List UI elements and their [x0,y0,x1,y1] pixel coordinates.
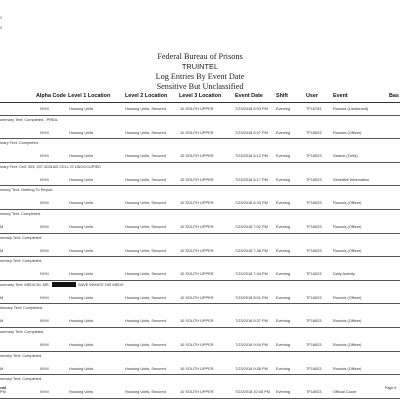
summary-text [0,187,53,192]
user-cell: TF18923 [306,153,322,159]
summary-text [0,117,58,122]
row-lead: M [0,247,4,253]
event-cell: Official Count [333,389,357,395]
row-divider [0,327,400,328]
column-header-alpha-code: Alpha Code [36,93,66,99]
event-cell: Search (Cells) [333,153,358,159]
level-1-cell: Housing Units [69,153,94,159]
summary-text [0,164,101,169]
table-row [0,386,400,398]
level-2-cell: Housing Units, Secured [125,224,166,229]
level-2-cell: Housing Units, Secured [125,106,166,111]
row-divider [0,280,400,281]
corner-mark-top: 9 [0,16,2,20]
shift-cell: Evening [276,176,291,182]
event-cell: Rounds (Officer) [333,224,362,229]
level-3-cell: 10 SOUTH UPPER [180,294,214,300]
summary-text-body: mmary Text: Completed. [0,352,43,358]
alpha-code-cell: NYM [40,389,49,395]
row-divider [0,162,400,163]
summary-text [0,235,42,240]
classification-banner: Sensitive But Unclassified [156,82,244,91]
level-3-cell: 10 SOUTH UPPER [180,342,214,347]
row-lead: M [0,224,4,229]
row-divider [0,256,400,257]
level-3-cell: 10 SOUTH UPPER [180,224,214,229]
level-3-cell: 10 SOUTH UPPER [180,176,214,182]
user-cell: TF18923 [306,224,322,229]
summary-text [0,305,43,310]
event-cell: Rounds (Officer) [333,247,362,253]
alpha-code-cell: NYM [40,365,49,371]
event-date-cell: 7/23/2018 8:01 PM [235,294,268,300]
level-3-cell: 10 SOUTH UPPER [180,271,214,277]
row-divider [0,185,400,186]
row-lead: M [0,365,4,371]
level-1-cell: Housing Units [69,224,94,229]
redaction-block [52,282,76,287]
column-header-user: User [306,93,318,99]
summary-text-body: mmary Text: Completed. [0,258,43,264]
row-divider [0,233,400,234]
event-date-cell: 7/23/2018 6:07 PM [235,129,268,135]
alpha-code-cell: NYM [40,153,49,159]
level-3-cell: 10 SOUTH UPPER [180,389,214,395]
level-2-cell: Housing Units, Secured [125,200,166,206]
table-row [0,127,400,139]
row-lead: PM [0,389,6,395]
user-cell: TF18923 [306,389,322,395]
level-1-cell: Housing Units [69,294,94,300]
event-cell: Rounds (Officer) [333,200,362,206]
alpha-code-cell: NYM [40,106,49,111]
alpha-code-cell: NYM [40,200,49,206]
table-row [0,268,400,280]
level-1-cell: Housing Units [69,129,94,135]
alpha-code-cell: NYM [40,224,49,229]
event-date-cell: 7/23/2018 6:12 PM [235,153,268,159]
table-row [0,174,400,186]
event-date-cell: 7/23/2018 9:04 PM [235,342,268,347]
table-row [0,221,400,233]
summary-text-body: mmary Text: Completed. [0,376,43,382]
level-2-cell: Housing Units, Secured [125,365,166,371]
corner-mark-bottom: 9 [0,26,2,30]
level-1-cell: Housing Units [69,342,94,347]
row-divider [0,374,400,375]
summary-text [0,258,42,263]
row-divider [0,138,400,139]
row-lead: M [0,294,4,300]
event-date-cell: 7/23/2018 7:38 PM [235,247,268,253]
summary-text [0,211,41,216]
alpha-code-cell: NYM [40,176,49,182]
summary-text-continued: GAVE INMATE HIS MEDS [77,281,124,287]
summary-text-body: ummary Text: MEDICAL MR. [0,281,50,287]
alpha-code-cell: NYM [40,271,49,277]
report-title: Log Entries By Event Date [155,72,245,81]
table-row [0,245,400,257]
level-2-cell: Housing Units, Secured [125,247,166,253]
shift-cell: Evening [276,365,291,371]
row-divider [0,303,400,304]
level-2-cell: Housing Units, Secured [125,176,166,182]
column-header-level-2-location: Level 2 Location [125,93,168,99]
summary-text-body: ummary Text: Completed - PREA. [0,116,59,122]
shift-cell: Evening [276,271,291,277]
level-2-cell: Housing Units, Secured [125,129,166,135]
summary-text [0,376,42,381]
alpha-code-cell: NYM [40,342,49,347]
user-cell: TF16781 [306,106,322,111]
level-1-cell: Housing Units [69,106,94,111]
row-lead: M [0,318,4,324]
event-date-cell: 7/23/2018 9:36 PM [235,365,268,371]
column-header-level-3-location: Level 3 Location [179,93,222,99]
event-date-cell: 7/23/2018 6:33 PM [235,200,268,206]
event-cell: Sensitive Information [333,176,370,182]
event-cell: Rounds (Officer) [333,294,362,300]
level-2-cell: Housing Units, Secured [125,342,166,347]
level-1-cell: Housing Units [69,271,94,277]
user-cell: TF18923 [306,365,322,371]
footer-left-text: ed8 [0,386,7,390]
user-cell: TF18923 [306,271,322,277]
level-1-cell: Housing Units [69,365,94,371]
user-cell: TF18923 [306,176,322,182]
row-divider [0,351,400,352]
level-2-cell: Housing Units, Secured [125,294,166,300]
event-date-cell: 7/23/2018 10:08 PM [235,389,271,395]
event-cell: Rounds (Lieutenant) [333,106,369,111]
table-row [0,292,400,304]
level-1-cell: Housing Units [69,247,94,253]
agency-title: Federal Bureau of Prisons [157,52,243,61]
event-cell: Rounds (Officer) [333,129,362,135]
level-3-cell: 10 SOUTH UPPER [180,365,214,371]
level-2-cell: Housing Units, Secured [125,271,166,277]
summary-text-body: mary Text: Cell: 303, 207-303LAD CELL IS UNOCCUPIED [0,163,101,169]
system-title: TRUINTEL [181,62,219,71]
level-2-cell: Housing Units, Secured [125,389,166,395]
column-header-event-date: Event Date [235,93,263,99]
page-number: Page 8 [385,386,397,390]
shift-cell: Evening [276,153,291,159]
alpha-code-cell: NYM [40,294,49,300]
shift-cell: Evening [276,389,291,395]
level-3-cell: 10 SOUTH UPPER [180,247,214,253]
summary-text-body: mmary Text: Completed. [0,234,43,240]
summary-text [0,353,42,358]
alpha-code-cell: NYM [40,318,49,324]
row-divider [0,398,400,399]
event-date-cell: 7/23/2018 7:02 PM [235,224,268,229]
user-cell: TF18923 [306,294,322,300]
event-cell: Daily Activity [333,271,355,277]
shift-cell: Evening [276,294,291,300]
table-row [0,103,400,115]
summary-text-body: nmary Text: Completed. [0,210,42,216]
table-row [0,339,400,351]
level-2-cell: Housing Units, Secured [125,318,166,324]
row-divider [0,209,400,210]
level-1-cell: Housing Units [69,318,94,324]
alpha-code-cell: NYM [40,247,49,253]
level-3-cell: 10 SOUTH UPPER [180,200,214,206]
user-cell: TF18923 [306,342,322,347]
table-row [0,363,400,375]
level-1-cell: Housing Units [69,200,94,206]
shift-cell: Evening [276,200,291,206]
shift-cell: Evening [276,224,291,229]
event-cell: Rounds (Officer) [333,342,362,347]
user-cell: TF18923 [306,318,322,324]
summary-text-body: immary Text: Completed. [0,305,43,311]
level-1-cell: Housing Units [69,176,94,182]
event-date-cell: 7/23/2018 8:37 PM [235,318,268,324]
column-header-shift: Shift [276,93,288,99]
row-divider [0,115,400,116]
user-cell: TF18923 [306,247,322,253]
summary-text [0,140,39,145]
level-3-cell: 10 SOUTH UPPER [180,129,214,135]
column-header-level-1-location: Level 1 Location [68,93,111,99]
event-date-cell: 7/23/2018 7:44 PM [235,271,268,277]
summary-text-body: mary Text: Completed. [0,140,39,146]
summary-text [0,282,124,287]
shift-cell: Evening [276,318,291,324]
level-3-cell: 10 SOUTH UPPER [180,106,214,111]
shift-cell: Evening [276,106,291,111]
shift-cell: Evening [276,342,291,347]
event-cell: Rounds (Officer) [333,318,362,324]
alpha-code-cell: NYM [40,129,49,135]
table-row [0,150,400,162]
table-row [0,197,400,209]
user-cell: TF18923 [306,200,322,206]
event-date-cell: 7/23/2018 6:03 PM [235,106,268,111]
level-3-cell: 10 SOUTH UPPER [180,153,214,159]
level-1-cell: Housing Units [69,389,94,395]
event-date-cell: 7/23/2018 6:17 PM [235,176,268,182]
level-3-cell: 10 SOUTH UPPER [180,318,214,324]
column-header-bas: Bas [389,93,399,99]
summary-text-body: ummary Text: Completed. [0,328,45,334]
column-header-event: Event [333,93,348,99]
shift-cell: Evening [276,247,291,253]
table-row [0,315,400,327]
summary-text-body: nmary Text: Nothing To Report. [0,187,54,193]
shift-cell: Evening [276,129,291,135]
summary-text [0,329,44,334]
user-cell: TF18923 [306,129,322,135]
level-2-cell: Housing Units, Secured [125,153,166,159]
event-cell: Rounds (Officer) [333,365,362,371]
report-title-block [0,52,400,92]
